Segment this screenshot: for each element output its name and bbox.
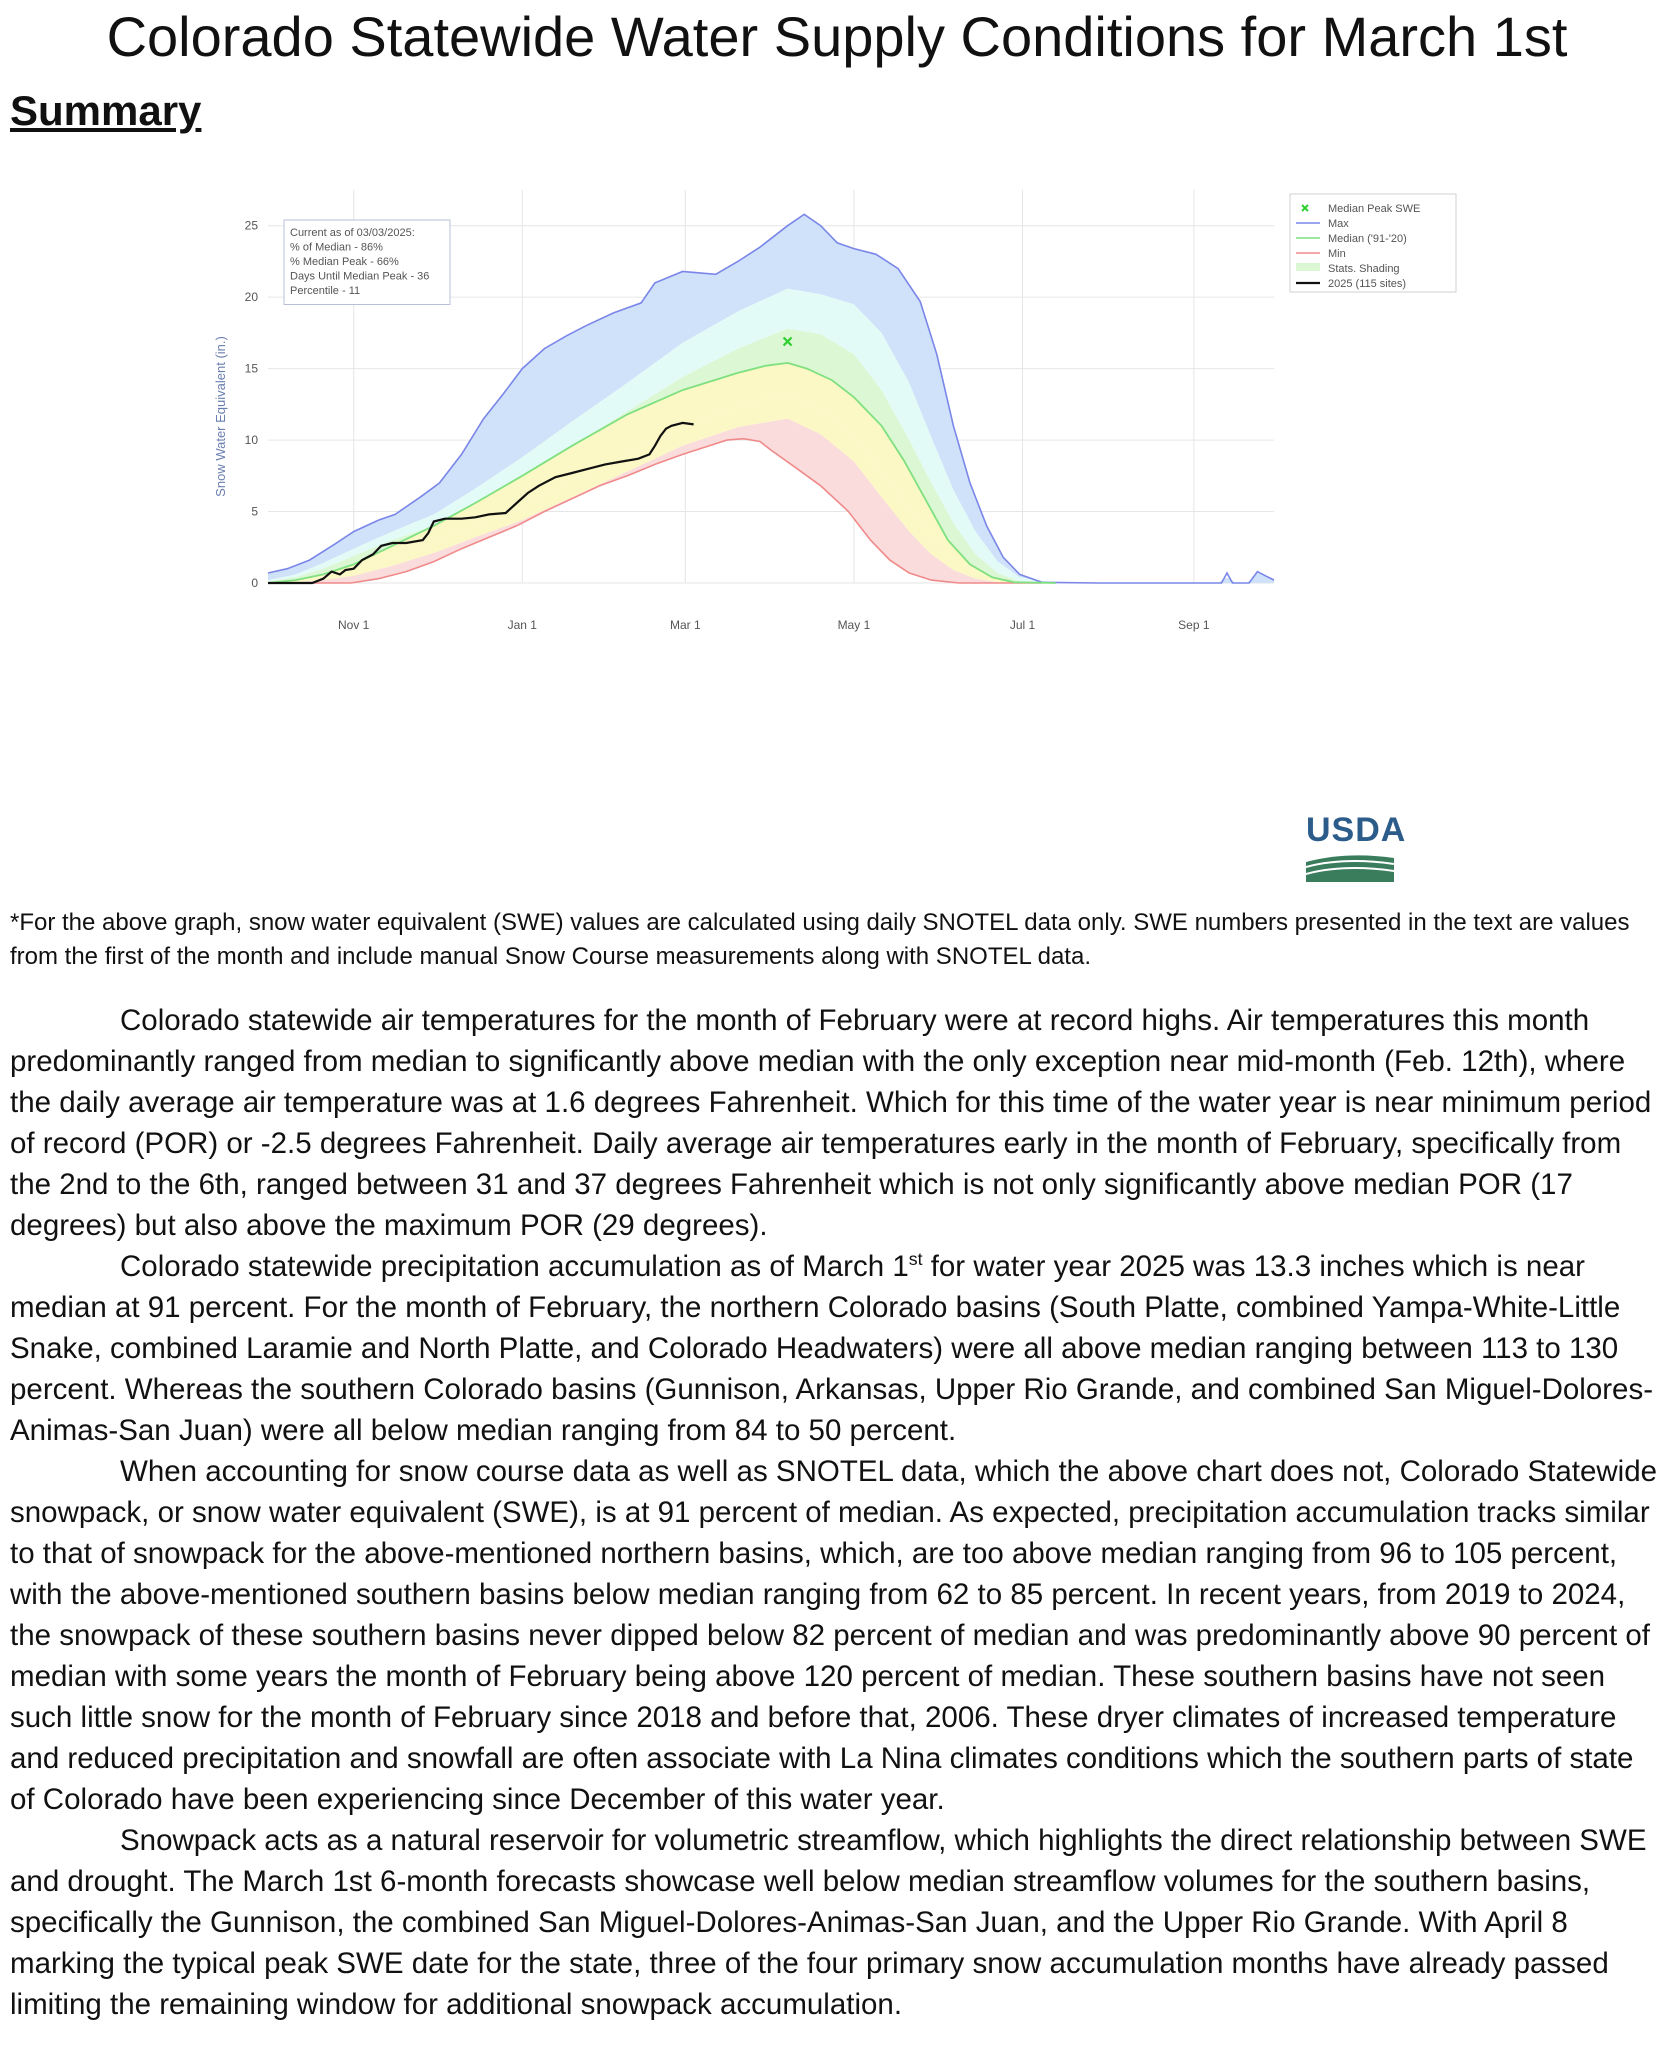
section-heading: Summary bbox=[10, 87, 202, 134]
chart-legend bbox=[1290, 194, 1456, 292]
x-tick-label: Jan 1 bbox=[507, 618, 537, 632]
usda-logo bbox=[1306, 811, 1407, 884]
x-tick-label: Mar 1 bbox=[669, 618, 701, 632]
usda-logo-hill-icon bbox=[1306, 848, 1394, 882]
annotation-line: Current as of 03/03/2025: bbox=[290, 227, 415, 239]
legend-label: Min bbox=[1328, 248, 1346, 260]
x-tick-label: Jul 1 bbox=[1009, 618, 1036, 632]
annotation-line: % of Median - 86% bbox=[290, 241, 383, 254]
y-axis-label: Snow Water Equivalent (in.) bbox=[213, 336, 228, 497]
y-tick-label: 5 bbox=[251, 504, 258, 519]
usda-logo-text: USDA bbox=[1306, 811, 1407, 849]
y-tick-label: 20 bbox=[244, 290, 258, 305]
page-title: Colorado Statewide Water Supply Conditions for March 1st bbox=[106, 5, 1568, 68]
annotation-line: Days Until Median Peak - 36 bbox=[290, 270, 430, 283]
y-tick-label: 10 bbox=[244, 433, 258, 448]
legend-swatch bbox=[1296, 263, 1320, 271]
x-tick-label: Nov 1 bbox=[337, 618, 370, 632]
annotation-line: % Median Peak - 66% bbox=[290, 256, 399, 268]
graph-footnote: *For the above graph, snow water equivalent (SWE) values are calculated using daily SNOTEL data only. SWE numbers presented in the text are values from the first of the month and include manual Snow Course measurements along with SNOTEL data. bbox=[10, 909, 1630, 970]
legend-label: Max bbox=[1328, 218, 1349, 230]
annotation-line: Percentile - 11 bbox=[290, 285, 361, 297]
swe-chart bbox=[210, 190, 1470, 870]
y-tick-label: 25 bbox=[244, 218, 258, 233]
chart-annotation-box bbox=[284, 220, 450, 305]
ordinal-suffix: st bbox=[908, 1249, 923, 1270]
paragraph-streamflow: Snowpack acts as a natural reservoir for volumetric streamflow, which highlights the direct relationship between SWE and drought. The March 1st 6-month forecasts showcase well below median streamflow volumes for the southern basins, specifically the Gunnison, the combined San Miguel-Dolores-Animas-San Juan, and the Upper Rio Grande. With April 8 marking the typical peak SWE date for the state, three of the four primary snow accumulation months have already passed limiting the remaining window for additional snowpack accumulation. bbox=[10, 1824, 1647, 2021]
paragraph-temperature: Colorado statewide air temperatures for the month of February were at record highs. Air temperatures this month predominantly ranged from median to significantly above median with the only exception near mid-month (Feb. 12th), where the daily average air temperature was at 1.6 degrees Fahrenheit. Which for this time of the water year is near minimum period of record (POR) or -2.5 degrees Fahrenheit. Daily average air temperatures early in the month of February, specifically from the 2nd to the 6th, ranged between 31 and 37 degrees Fahrenheit which is not only significantly above median POR (17 degrees) but also above the maximum POR (29 degrees). bbox=[10, 1004, 1652, 1242]
legend-label: Stats. Shading bbox=[1328, 263, 1400, 275]
paragraph-snowpack: When accounting for snow course data as well as SNOTEL data, which the above chart does not, Colorado Statewide snowpack, or snow water equivalent (SWE), is at 91 percent of median. As expected, precipitation accumulation tracks similar to that of snowpack for the above-mentioned northern basins, which, are too above median ranging from 96 to 105 percent, with the above-mentioned southern basins below median ranging from 62 to 85 percent. In recent years, from 2019 to 2024, the snowpack of these southern basins never dipped below 82 percent of median and was predominantly above 90 percent of median with some years the month of February being above 120 percent of median. These southern basins have not seen such little snow for the month of February since 2018 and before that, 2006. These dryer climates of increased temperature and reduced precipitation and snowfall are often associate with La Nina climates conditions which the southern parts of state of Colorado have been experiencing since December of this water year. bbox=[10, 1455, 1658, 1816]
legend-label: 2025 (115 sites) bbox=[1328, 278, 1407, 290]
y-tick-label: 15 bbox=[244, 361, 258, 376]
x-tick-label: May 1 bbox=[837, 618, 871, 632]
paragraph-precipitation bbox=[10, 1246, 1662, 1451]
legend-label: Median ('91-'20) bbox=[1328, 233, 1407, 245]
paragraph-precipitation-part2: for water year 2025 was 13.3 inches which is near median at 91 percent. For the month of February, the northern Colorado basins (South Platte, combined Yampa-White-Little Snake, combined Laramie and North Platte, and Colorado Headwaters) were all above median ranging between 113 to 130 percent. Whereas the southern Colorado basins (Gunnison, Arkansas, Upper Rio Grande, and combined San Miguel-Dolores-Animas-San Juan) were all below median ranging from 84 to 50 percent. bbox=[10, 1250, 1654, 1447]
y-tick-label: 0 bbox=[251, 576, 258, 590]
legend-label: Median Peak SWE bbox=[1328, 203, 1421, 215]
summary-body bbox=[10, 1000, 1662, 2025]
paragraph-precipitation-part1: Colorado statewide precipitation accumulation as of March 1 bbox=[120, 1250, 909, 1283]
x-tick-label: Sep 1 bbox=[1178, 618, 1210, 632]
